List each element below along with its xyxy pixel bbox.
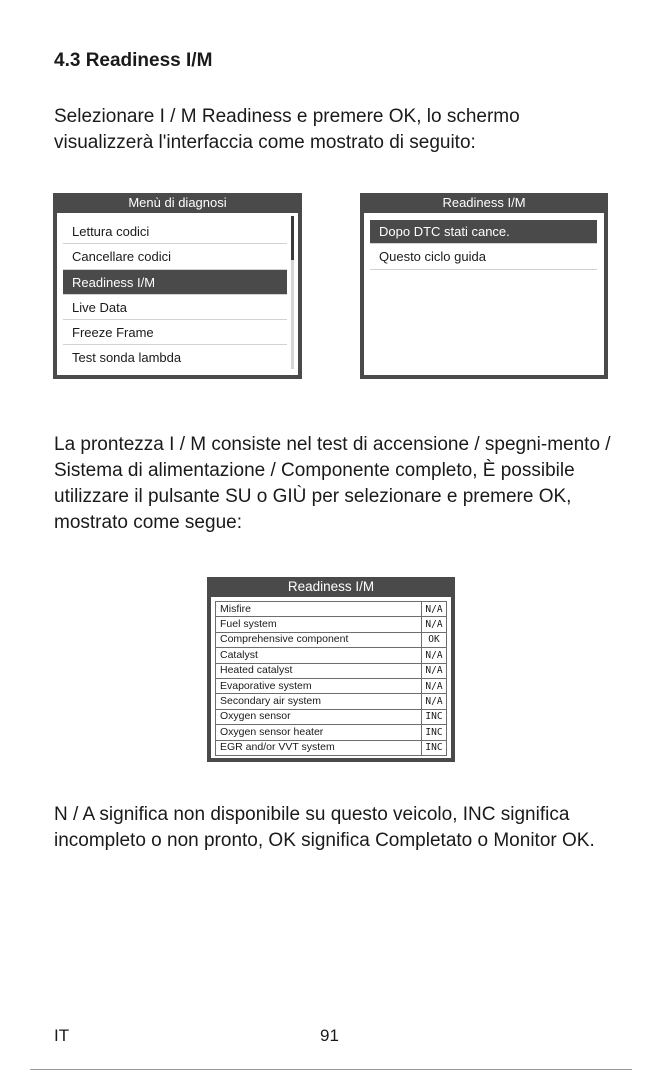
monitor-status: INC (422, 725, 447, 740)
menu-panel (57, 213, 298, 375)
submenu-item-questo-ciclo[interactable]: Questo ciclo guida (370, 244, 597, 270)
table-row (216, 694, 447, 709)
screen-title: Readiness I/M (287, 579, 375, 594)
table-row (216, 740, 447, 755)
menu-item-readiness-im[interactable]: Readiness I/M (63, 270, 287, 295)
readiness-submenu-screen (360, 193, 608, 379)
table-row (216, 709, 447, 724)
menu-item-cancellare-codici[interactable]: Cancellare codici (63, 244, 287, 269)
monitor-label: Misfire (216, 602, 422, 617)
monitor-status: INC (422, 740, 447, 755)
screen-title: Menù di diagnosi (128, 195, 227, 210)
submenu-item-dopo-dtc[interactable]: Dopo DTC stati cance. (370, 220, 597, 244)
monitor-label: Comprehensive component (216, 632, 422, 647)
middle-paragraph: La prontezza I / M consiste nel test di accensione / spegni-mento / Sistema di alimentazione / Componente completo, È possibile utilizzare il pulsante SU o GIÙ per selezionare e premere OK, mostrato come segue: (54, 434, 611, 533)
table-row (216, 663, 447, 678)
monitor-label: Evaporative system (216, 678, 422, 693)
monitor-status: N/A (422, 694, 447, 709)
monitor-label: Fuel system (216, 617, 422, 632)
footer-language: IT (54, 1026, 70, 1045)
monitor-status: INC (422, 709, 447, 724)
monitor-status: N/A (422, 648, 447, 663)
monitor-status: N/A (422, 602, 447, 617)
monitor-label: Oxygen sensor heater (216, 725, 422, 740)
monitor-label: EGR and/or VVT system (216, 740, 422, 755)
monitor-status: N/A (422, 663, 447, 678)
menu-item-test-sonda-lambda[interactable]: Test sonda lambda (72, 350, 182, 366)
table-row (216, 725, 447, 740)
table-row (216, 648, 447, 663)
scrollbar-thumb[interactable] (291, 216, 294, 260)
menu-item-freeze-frame[interactable]: Freeze Frame (63, 320, 287, 345)
menu-list (63, 219, 287, 371)
menu-item-lettura-codici[interactable]: Lettura codici (63, 219, 287, 244)
monitor-status: OK (422, 632, 447, 647)
readiness-status-screen (207, 577, 455, 762)
screen-title: Readiness I/M (442, 195, 526, 210)
monitor-label: Oxygen sensor (216, 709, 422, 724)
submenu-panel (364, 213, 604, 375)
table-row (216, 602, 447, 617)
section-title: 4.3 Readiness I/M (54, 50, 213, 71)
monitor-status: N/A (422, 617, 447, 632)
table-row (216, 678, 447, 693)
monitor-label: Secondary air system (216, 694, 422, 709)
submenu-list (370, 220, 597, 270)
note-paragraph: N / A significa non disponibile su questo veicolo, INC significa incompleto o non pronto, OK significa Completato o Monitor OK. (54, 804, 595, 851)
monitor-label: Catalyst (216, 648, 422, 663)
menu-scrollbar[interactable] (291, 216, 294, 369)
readiness-table (215, 601, 447, 756)
bottom-rule (30, 1069, 632, 1070)
monitor-status: N/A (422, 678, 447, 693)
intro-paragraph: Selezionare I / M Readiness e premere OK, lo schermo visualizzerà l'interfaccia come mostrato di seguito: (54, 106, 520, 153)
table-row (216, 617, 447, 632)
monitor-label: Heated catalyst (216, 663, 422, 678)
page-number: 91 (320, 1026, 339, 1045)
diagnosis-menu-screen (53, 193, 302, 379)
menu-item-live-data[interactable]: Live Data (63, 295, 287, 320)
table-row (216, 632, 447, 647)
